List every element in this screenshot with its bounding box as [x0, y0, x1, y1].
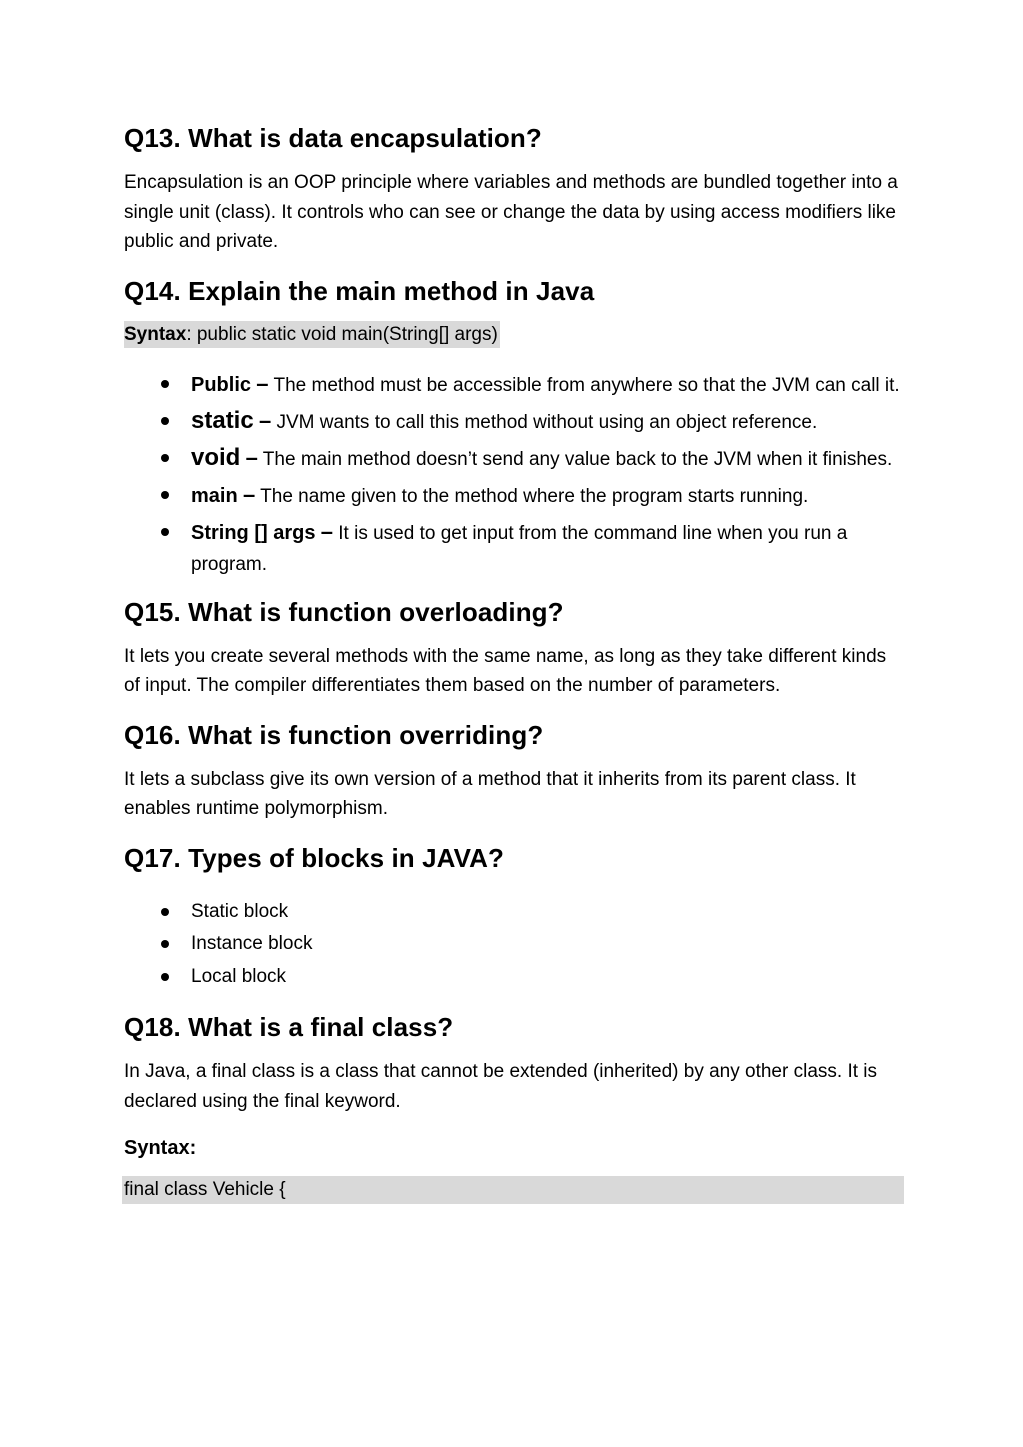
dash: – — [245, 444, 258, 470]
term-static: static — [191, 406, 254, 434]
code-block: final class Vehicle { — [122, 1176, 904, 1204]
bullet-icon — [161, 491, 169, 499]
paragraph-q15: It lets you create several methods with the same name, as long as they take different kinds of input. The compiler differentiates them based on the number of parameters. — [124, 645, 887, 696]
syntax-line-q14 — [124, 321, 500, 348]
description-public: The method must be accessible from anywhere so that the JVM can call it. — [268, 374, 900, 396]
section-q15 — [124, 596, 904, 701]
main-method-list — [124, 368, 904, 580]
document-page — [124, 122, 904, 1222]
bullet-icon — [161, 940, 169, 948]
syntax-text: : public static void main(String[] args) — [186, 323, 498, 345]
heading-q15: Q15. What is function overloading? — [124, 596, 564, 627]
list-item-args — [124, 516, 904, 580]
dash: – — [256, 370, 269, 396]
term-args: String [] args — [191, 521, 316, 544]
dash: – — [320, 518, 333, 544]
term-main: main — [191, 484, 238, 507]
heading-q14: Q14. Explain the main method in Java — [124, 275, 595, 306]
list-item-label: Local block — [191, 965, 287, 987]
section-q17 — [124, 842, 904, 994]
description-main: The name given to the method where the program starts running. — [255, 485, 809, 507]
paragraph-q18: In Java, a final class is a class that cannot be extended (inherited) by any other class. It is declared using the final keyword. — [124, 1061, 878, 1112]
list-item-label: Static block — [191, 900, 289, 922]
section-q16 — [124, 719, 904, 824]
list-item-instance-block — [124, 928, 904, 961]
paragraph-q16: It lets a subclass give its own version of a method that it inherits from its parent class. It enables runtime polymorphism. — [124, 768, 856, 819]
heading-q16: Q16. What is function overriding? — [124, 719, 544, 750]
section-q18 — [124, 1011, 904, 1204]
list-item-static — [124, 405, 904, 438]
list-item-label: Instance block — [191, 933, 313, 954]
description-void: The main method doesn’t send any value back to the JVM when it finishes. — [257, 448, 893, 470]
description-static: JVM wants to call this method without using an object reference. — [271, 411, 818, 433]
dash: – — [258, 407, 272, 433]
description-args: It is used to get input from the command line when you run a program. — [191, 522, 848, 575]
list-item-main — [124, 479, 904, 512]
blocks-list — [124, 896, 904, 994]
syntax-label: Syntax — [124, 323, 187, 345]
bullet-icon — [161, 973, 169, 981]
section-q13 — [124, 122, 904, 257]
bullet-icon — [161, 528, 169, 536]
heading-q13: Q13. What is data encapsulation? — [124, 123, 542, 153]
bullet-icon — [161, 454, 169, 462]
list-item-void — [124, 442, 904, 475]
heading-q18: Q18. What is a final class? — [124, 1012, 454, 1042]
list-item-public — [124, 368, 904, 401]
list-item-static-block — [124, 896, 904, 929]
dash: – — [242, 481, 256, 507]
paragraph-q13: Encapsulation is an OOP principle where variables and methods are bundled together into a single unit (class). It controls who can see or change the data by using access modifiers like public and private. — [124, 172, 898, 252]
section-q14 — [124, 275, 904, 580]
syntax-label-q18: Syntax: — [124, 1137, 197, 1159]
bullet-icon — [161, 417, 169, 425]
list-item-local-block — [124, 961, 904, 994]
term-public: Public — [191, 373, 252, 396]
heading-q17: Q17. Types of blocks in JAVA? — [124, 842, 504, 873]
term-void: void — [191, 443, 241, 471]
bullet-icon — [161, 380, 169, 388]
bullet-icon — [161, 908, 169, 916]
